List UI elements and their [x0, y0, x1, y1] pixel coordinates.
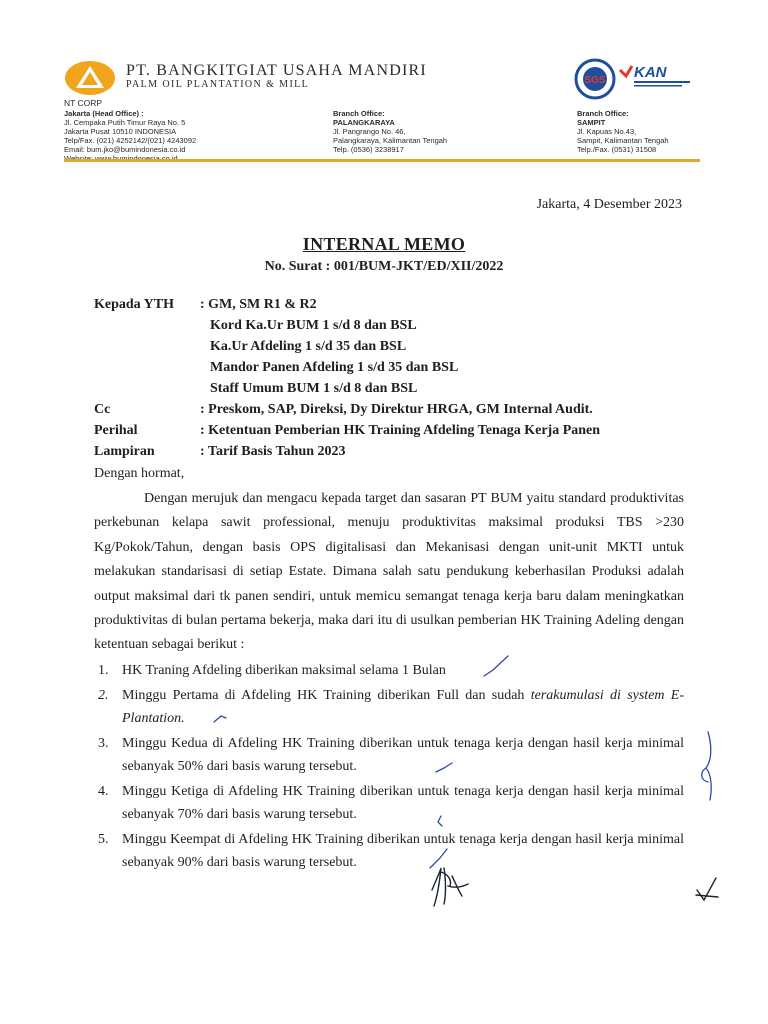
head-office-line: Jakarta Pusat 10510 INDONESIA: [64, 127, 177, 136]
list-text: HK Traning Afdeling diberikan maksimal selama 1 Bulan: [122, 663, 446, 678]
company-logo: [64, 59, 116, 97]
seal-text: SGS: [584, 75, 606, 86]
bracket-mark-icon: [702, 732, 711, 800]
company-subtitle: PALM OIL PLANTATION & MILL: [126, 79, 310, 90]
provisions-list: [94, 659, 684, 875]
kepada-line: Ka.Ur Afdeling 1 s/d 35 dan BSL: [210, 339, 407, 354]
body-paragraph-text: Dengan merujuk dan mengacu kepada target dan sasaran PT BUM yaitu standard produktivitas perkebunan kelapa sawit professional, menuju produktivitas maksimal produksi TBS >230 Kg/Pokok/Tahun, dengan basis OPS digitalisasi dan Mekanisasi dengan unit-unit MKTI untuk melakukan standarisasi di setiap Estate. Dimana salah satu pendukung keberhasilan Produksi adalah output maksimal dari tk panen sendiri, untuk memicu semangat tenaga kerja baru dalam meningkatkan produktivitas di bulan pertama bekerja, maka dari itu di usulkan pemberian HK Training Adeling dengan ketentuan sebagai berikut :: [94, 491, 684, 653]
branch-line: Sampit, Kalimantan Tengah: [577, 136, 669, 145]
kan-text: KAN: [634, 64, 667, 81]
list-item: [94, 659, 684, 683]
branch-line: Telp. (0536) 3238917: [333, 145, 404, 154]
kepada-label: Kepada YTH: [94, 297, 174, 312]
branch-line: Jl. Pangrango No. 46,: [333, 127, 406, 136]
greeting: Dengan hormat,: [94, 466, 185, 481]
cc-value: : Preskom, SAP, Direksi, Dy Direktur HRGA, GM Internal Audit.: [200, 402, 593, 417]
list-number: 2.: [98, 687, 109, 703]
lampiran-label: Lampiran: [94, 444, 155, 459]
branch-label: Branch Office:: [333, 109, 385, 118]
kepada-line: : GM, SM R1 & R2: [200, 297, 317, 312]
head-office-label: Jakarta (Head Office) :: [64, 109, 144, 118]
list-item: [94, 732, 684, 779]
list-number: 4.: [98, 783, 109, 799]
checkmark-icon: [696, 878, 718, 900]
list-text-italic: terakumulasi di system E-Plantation.: [122, 687, 684, 726]
list-number: 5.: [98, 831, 109, 847]
letterhead-divider: [64, 159, 700, 162]
memo-title: INTERNAL MEMO: [302, 234, 466, 254]
head-office-line: Telp/Fax. (021) 4252142/(021) 4243092: [64, 136, 197, 145]
perihal-value: : Ketentuan Pemberian HK Training Afdeling Tenaga Kerja Panen: [200, 423, 601, 438]
head-office-line: Email: bum.jko@bumindonesia.co.id: [64, 145, 186, 154]
kepada-line: Mandor Panen Afdeling 1 s/d 35 dan BSL: [210, 360, 459, 375]
kan-accreditation-logo: [618, 62, 708, 92]
branch-sampit-block: [577, 109, 669, 154]
branch-line: Palangkaraya, Kalimantan Tengah: [333, 136, 448, 145]
list-item: [94, 684, 684, 731]
branch-city: PALANGKARAYA: [333, 118, 395, 127]
lampiran-value: : Tarif Basis Tahun 2023: [200, 444, 346, 459]
branch-city: SAMPIT: [577, 118, 606, 127]
branch-label: Branch Office:: [577, 109, 629, 118]
memo-date: Jakarta, 4 Desember 2023: [536, 197, 682, 212]
list-item: [94, 828, 684, 875]
head-office-line: Jl. Cempaka Putih Timur Raya No. 5: [64, 118, 186, 127]
kepada-line: Kord Ka.Ur BUM 1 s/d 8 dan BSL: [210, 318, 417, 333]
list-text: Minggu Pertama di Afdeling HK Training diberikan Full dan sudah: [122, 687, 531, 703]
list-text: Minggu Ketiga di Afdeling HK Training diberikan untuk tenaga kerja dengan hasil kerja minimal sebanyak 70% dari basis warung tersebut.: [122, 783, 684, 822]
branch-line: Telp./Fax. (0531) 31508: [577, 145, 657, 154]
perihal-label: Perihal: [94, 423, 138, 438]
company-name: PT. BANGKITGIAT USAHA MANDIRI: [126, 62, 427, 79]
group-name: NT CORP: [64, 98, 103, 108]
list-text: Minggu Kedua di Afdeling HK Training diberikan untuk tenaga kerja dengan hasil kerja minimal sebanyak 50% dari basis warung tersebut.: [122, 735, 684, 774]
branch-line: Jl. Kapuas No.43,: [577, 127, 637, 136]
list-number: 1.: [98, 663, 109, 678]
list-number: 3.: [98, 735, 109, 751]
branch-palangkaraya-block: [333, 109, 447, 154]
cc-label: Cc: [94, 402, 111, 417]
certification-seal-icon: [574, 58, 616, 100]
list-item: [94, 780, 684, 827]
body-paragraph: [94, 487, 684, 658]
head-office-block: [64, 109, 196, 163]
list-text: Minggu Keempat di Afdeling HK Training diberikan untuk tenaga kerja dengan hasil kerja minimal sebanyak 90% dari basis warung tersebut.: [122, 831, 684, 870]
kepada-line: Staff Umum BUM 1 s/d 8 dan BSL: [210, 381, 418, 396]
letter-number: No. Surat : 001/BUM-JKT/ED/XII/2022: [264, 259, 504, 274]
